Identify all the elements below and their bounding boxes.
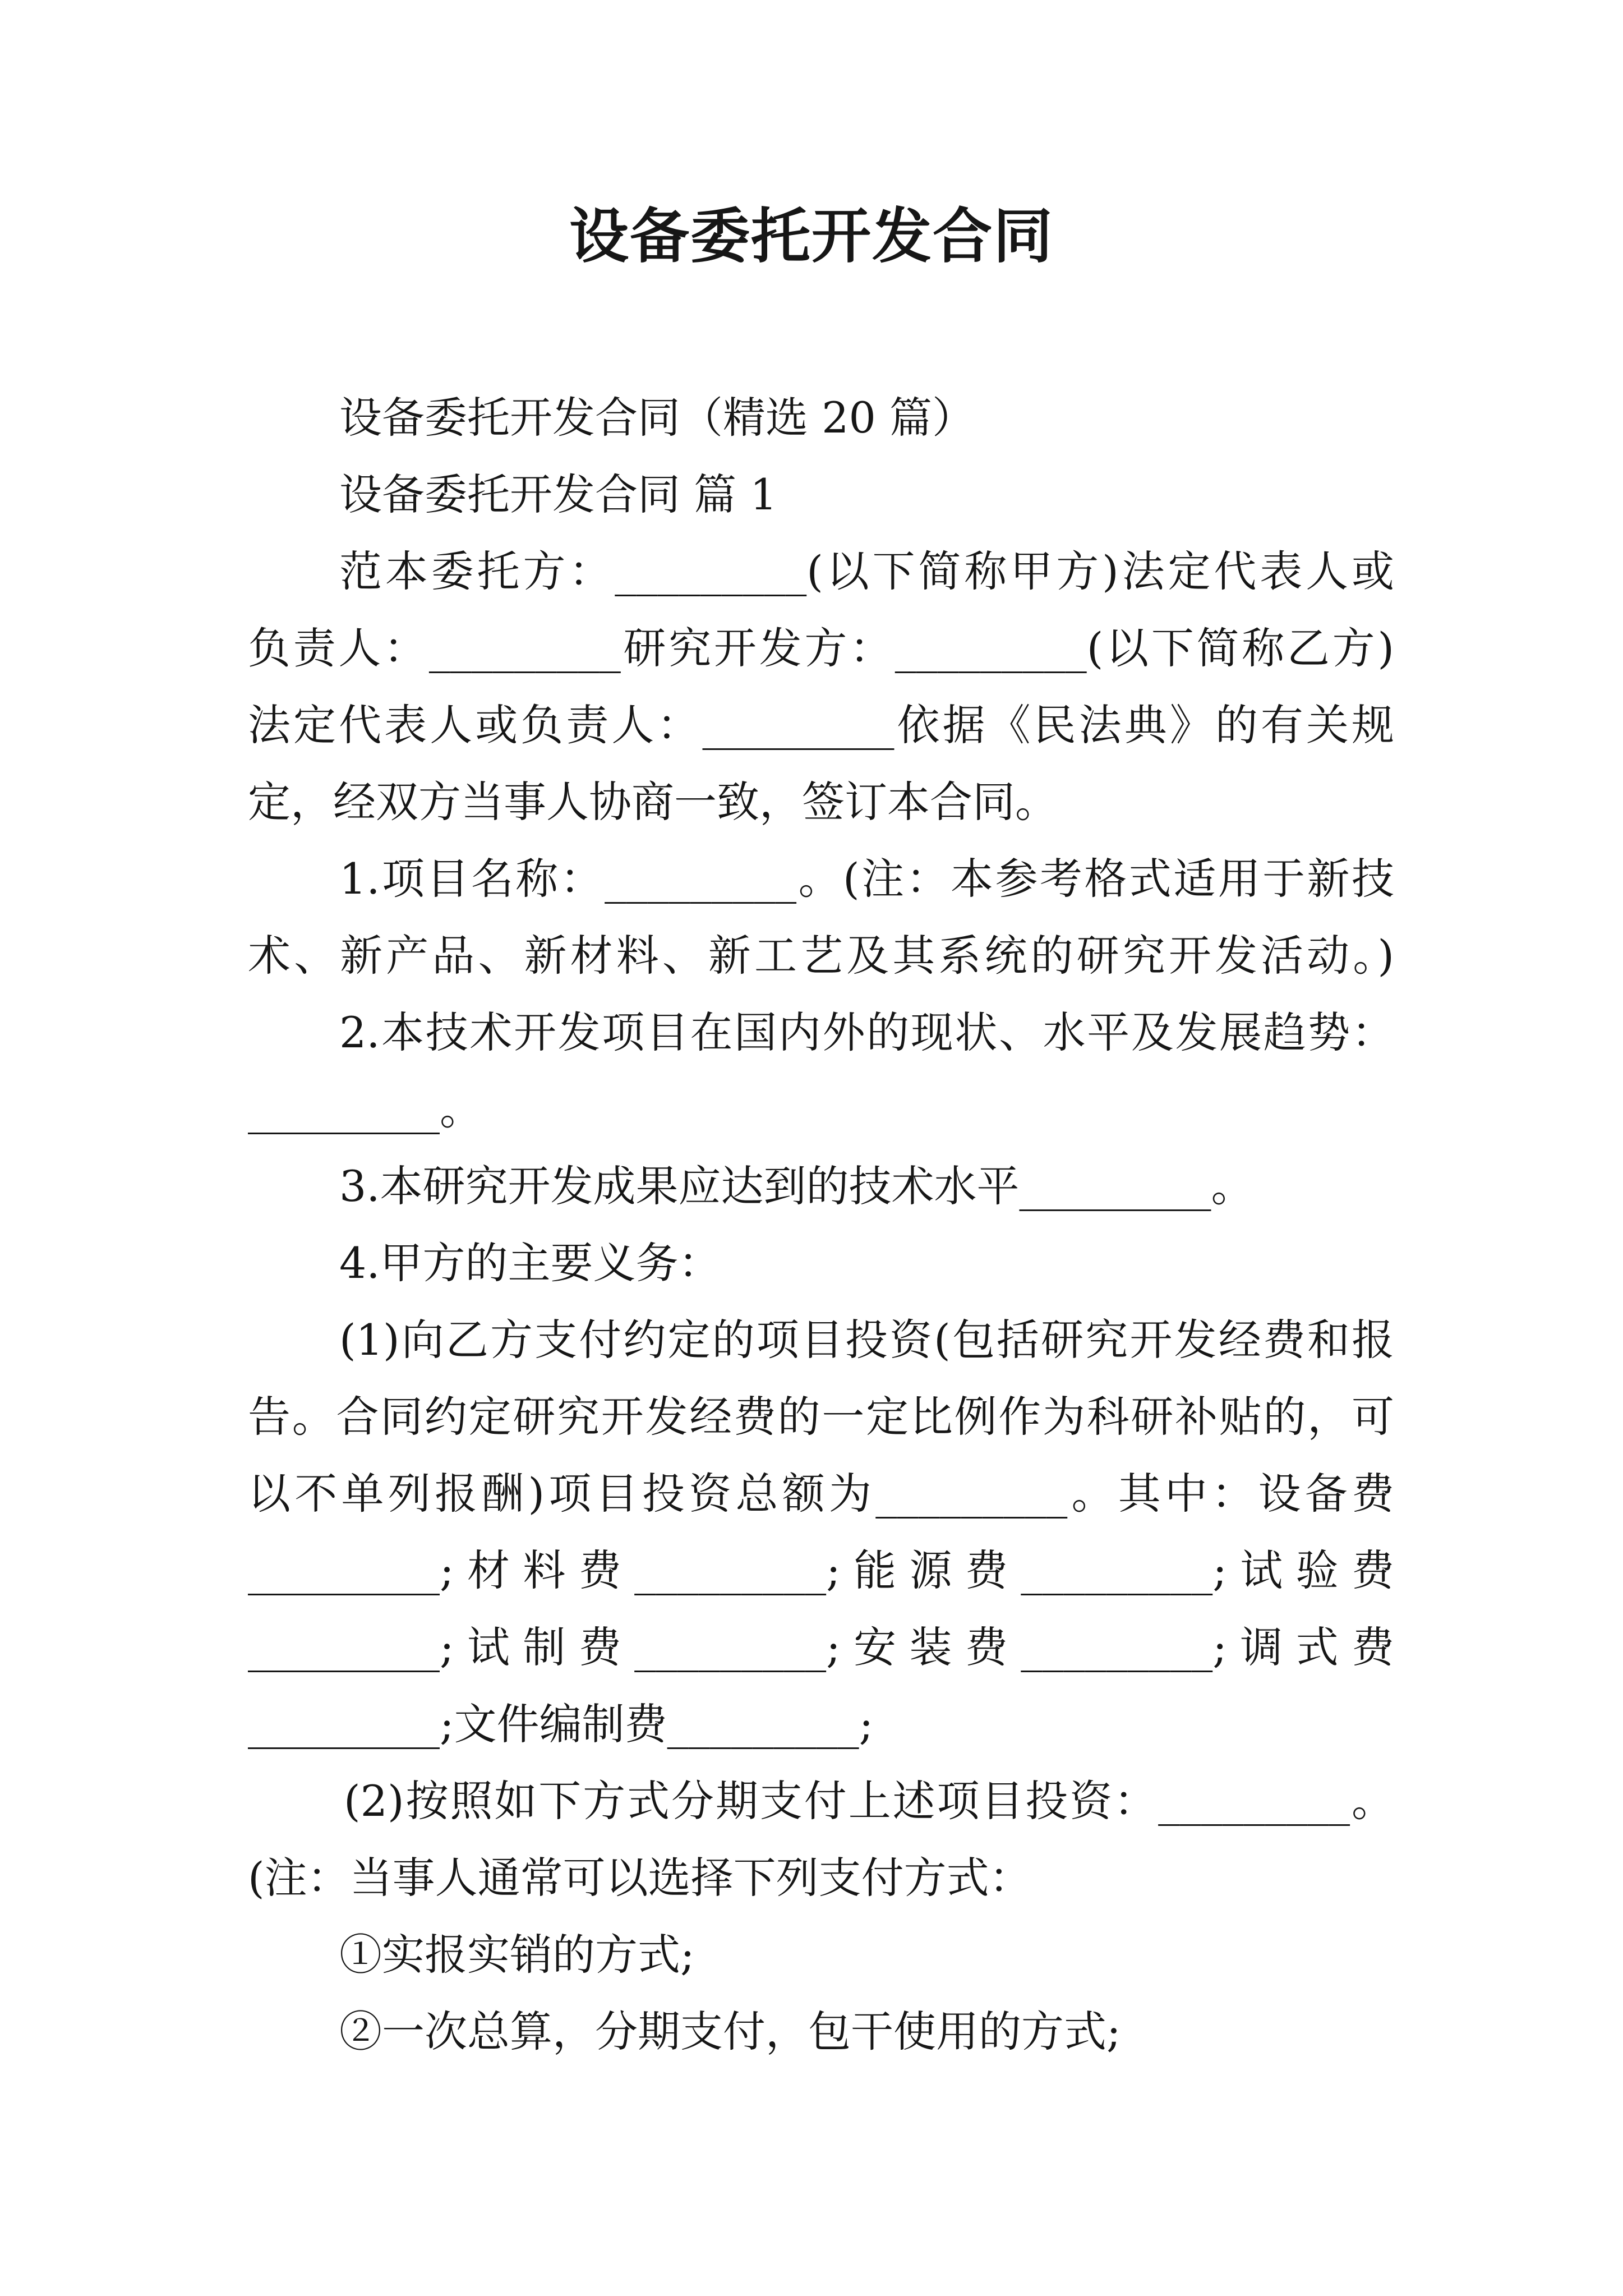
text-line: (1)向乙方支付约定的项目投资(包括研究开发经费和报	[339, 1315, 1394, 1365]
article-heading	[248, 456, 1394, 533]
clause-installment-payment	[248, 1763, 1394, 1916]
text-line: 术、新产品、新材料、新工艺及其系统的研究开发活动。)	[248, 931, 1394, 981]
text-line: _________;材料费_________;能源费_________;试验费	[248, 1545, 1394, 1595]
clause-investment-payment	[248, 1301, 1394, 1763]
clause-project-name	[248, 840, 1394, 994]
text-line: _________;文件编制费_________;	[248, 1699, 874, 1749]
document-title: 设备委托开发合同	[569, 201, 1054, 271]
text-line: 3.本研究开发成果应达到的技术水平_________。	[339, 1161, 1254, 1211]
clause-party-a-obligations	[248, 1225, 1394, 1301]
text-line: ①实报实销的方式;	[339, 1930, 695, 1980]
text-line: 1.项目名称：_________。(注：本参考格式适用于新技	[339, 854, 1394, 904]
text-line: _________。	[248, 1084, 482, 1134]
text-line: 设备委托开发合同（精选 20 篇）	[339, 393, 975, 443]
parties-paragraph	[248, 533, 1394, 840]
text-line: 告。合同约定研究开发经费的一定比例作为科研补贴的，可	[248, 1392, 1394, 1442]
text-line: 范本委托方：_________(以下简称甲方)法定代表人或	[339, 546, 1394, 596]
text-line: 负责人：_________研究开发方：_________(以下简称乙方)	[248, 623, 1394, 673]
text-line: 法定代表人或负责人：_________依据《民法典》的有关规	[248, 700, 1394, 750]
clause-technical-level	[248, 1148, 1394, 1225]
payment-option-1	[248, 1916, 1394, 1993]
text-line: (注：当事人通常可以选择下列支付方式：	[248, 1853, 1032, 1903]
text-line: _________;试制费_________;安装费_________;调式费	[248, 1622, 1394, 1672]
text-line: 4.甲方的主要义务：	[339, 1238, 721, 1288]
text-line: (2)按照如下方式分期支付上述项目投资：_________。	[344, 1776, 1394, 1826]
text-line: 设备委托开发合同 篇 1	[339, 470, 777, 519]
collection-heading	[248, 379, 1394, 456]
document-body	[248, 379, 1394, 2070]
text-line: 以不单列报酬)项目投资总额为_________。其中：设备费	[248, 1469, 1394, 1519]
payment-option-2	[248, 1993, 1394, 2070]
text-line: 定，经双方当事人协商一致，签订本合同。	[248, 777, 1058, 827]
text-line: 2.本技术开发项目在国内外的现状、水平及发展趋势：	[339, 1007, 1394, 1057]
text-line: ②一次总算，分期支付，包干使用的方式;	[339, 2007, 1121, 2056]
clause-project-status	[248, 994, 1394, 1148]
